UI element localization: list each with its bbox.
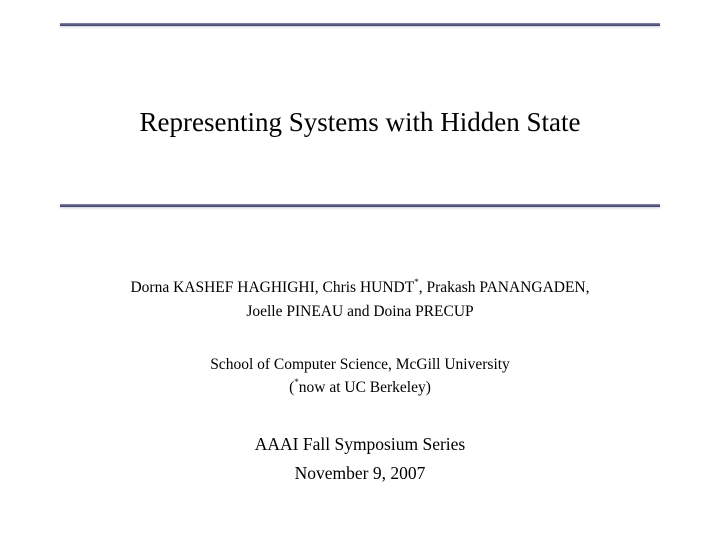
affiliation-footnote-mark: *	[294, 377, 299, 387]
affiliation-open-paren: (	[289, 379, 295, 396]
authors-part-2: , Prakash PANANGADEN,	[418, 279, 590, 296]
author-footnote-mark: *	[414, 277, 419, 287]
author-line-2: Joelle PINEAU and Doina PRECUP	[246, 303, 474, 320]
affiliation-line-2	[0, 376, 720, 399]
bottom-divider-rule	[60, 204, 660, 207]
author-line-1	[0, 276, 720, 300]
authors-part-1: Dorna KASHEF HAGHIGHI, Chris HUNDT	[130, 279, 415, 296]
venue-date: November 9, 2007	[294, 463, 426, 483]
affiliation-line-1: School of Computer Science, McGill University	[210, 356, 510, 373]
top-divider-rule	[60, 23, 660, 26]
venue-info	[0, 430, 720, 488]
affiliation	[0, 353, 720, 399]
venue-name: AAAI Fall Symposium Series	[254, 434, 466, 454]
affiliation-note: now at UC Berkeley)	[298, 379, 431, 396]
author-list	[0, 276, 720, 324]
slide-title: Representing Systems with Hidden State	[139, 107, 581, 137]
